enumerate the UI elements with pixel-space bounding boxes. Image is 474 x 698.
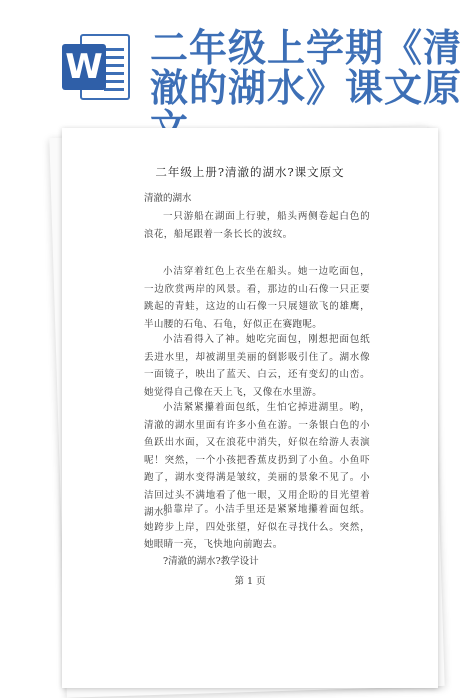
paragraph-5: 船靠岸了。小洁手里还是紧紧地攥着面包纸。她跨步上岸，四处张望，好似在寻找什么。突然，她眼睛一亮，飞快地向前跑去。 bbox=[144, 504, 370, 550]
banner bbox=[0, 0, 474, 120]
word-document-icon bbox=[62, 34, 130, 100]
word-logo-letter: W bbox=[62, 44, 106, 90]
document-subheading: 清澈的湖水 bbox=[144, 193, 192, 204]
document-title: 二年级上册?清澈的湖水?课文原文 bbox=[155, 165, 345, 179]
banner-title: 二年级上学期《清澈的湖水》课文原 bbox=[150, 26, 463, 110]
page-number: 第 1 页 bbox=[234, 576, 266, 587]
paragraph-1: 一只游船在湖面上行驶，船头两侧卷起白色的浪花，船尾跟着一条长长的波纹。 bbox=[144, 211, 370, 240]
related-link[interactable]: ?清澈的湖水?教学设计 bbox=[163, 556, 259, 567]
paragraph-2: 小洁穿着红色上衣坐在船头。她一边吃面包，一边欣赏两岸的风景。看，那边的山石像一只正要跳起的青蛙，这边的山石像一只展翅欲飞的雄鹰，半山腰的石龟、石龟，好似正在赛跑呢。 bbox=[144, 266, 370, 330]
paragraph-4: 小洁紧紧攥着面包纸，生怕它掉进湖里。哟，清澈的湖水里面有许多小鱼在游。一条银白色的小鱼跃出水面，又在浪花中消失，好似在给游人表演呢！突然，一个小孩把香蕉皮扔到了小鱼。小鱼吓跑了，湖水变得满是皱纹，美丽的景象不见了。小洁回过头不满地看了他一眼，又用企盼的目光望着湖水。 bbox=[144, 402, 370, 518]
paragraph-3: 小洁看得入了神。她吃完面包，刚想把面包纸丢进水里，却被湖里美丽的倒影吸引住了。湖水像一面镜子，映出了蓝天、白云，还有变幻的山峦。她觉得自己像在天上飞，又像在水里游。 bbox=[144, 334, 370, 398]
document-page bbox=[62, 128, 438, 688]
